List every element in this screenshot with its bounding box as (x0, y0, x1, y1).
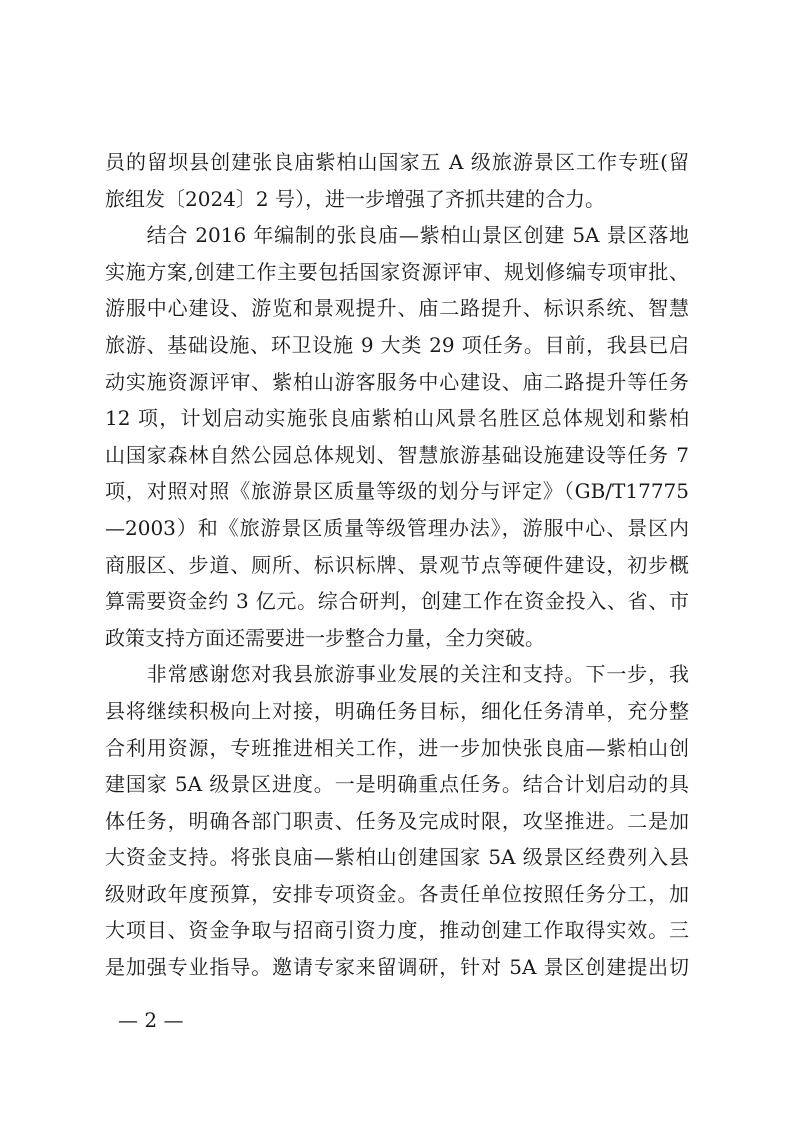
paragraph-2-line-3: 游服中心建设、游览和景观提升、庙二路提升、标识系统、智慧 (105, 296, 689, 321)
document-body (105, 144, 689, 986)
paragraph-3-line-1: 非常感谢您对我县旅游事业发展的关注和支持。下一步，我 (105, 662, 689, 687)
paragraph-1-line-1: 员的留坝县创建张良庙紫柏山国家五 A 级旅游景区工作专班(留 (105, 150, 689, 174)
paragraph-2-line-8: 项，对照对照《旅游景区质量等级的划分与评定》（GB/T17775 (105, 479, 689, 504)
paragraph-2-line-7: 山国家森林自然公园总体规划、智慧旅游基础设施建设等任务 7 (105, 442, 689, 467)
paragraph-3-line-3: 合利用资源，专班推进相关工作，进一步加快张良庙—紫柏山创 (105, 735, 689, 760)
paragraph-3-line-5: 体任务，明确各部门职责、任务及完成时限，攻坚推进。二是加 (105, 808, 689, 833)
paragraph-3-line-7: 级财政年度预算，安排专项资金。各责任单位按照任务分工，加 (105, 881, 689, 906)
paragraph-2-line-5: 动实施资源评审、紫柏山游客服务中心建设、庙二路提升等任务 (105, 369, 689, 394)
paragraph-3-line-8: 大项目、资金争取与招商引资力度，推动创建工作取得实效。三 (105, 918, 689, 943)
paragraph-3-line-9: 是加强专业指导。邀请专家来留调研，针对 5A 景区创建提出切 (105, 955, 689, 980)
paragraph-1-line-2: 旅组发〔2024〕2 号），进一步增强了齐抓共建的合力。 (105, 186, 605, 211)
paragraph-2-line-11: 算需要资金约 3 亿元。综合研判，创建工作在资金投入、省、市 (105, 589, 689, 614)
paragraph-2-line-4: 旅游、基础设施、环卫设施 9 大类 29 项任务。目前，我县已启 (105, 332, 689, 357)
paragraph-2-line-10: 商服区、步道、厕所、标识标牌、景观节点等硬件建设，初步概 (105, 552, 689, 577)
paragraph-2-line-1: 结合 2016 年编制的张良庙—紫柏山景区创建 5A 景区落地 (105, 223, 689, 248)
paragraph-2-line-2: 实施方案,创建工作主要包括国家资源评审、规划修编专项审批、 (105, 259, 689, 284)
page-number: — 2 — (118, 1008, 184, 1032)
paragraph-2-line-6: 12 项，计划启动实施张良庙紫柏山风景名胜区总体规划和紫柏 (105, 406, 689, 431)
paragraph-3-line-4: 建国家 5A 级景区进度。一是明确重点任务。结合计划启动的具 (105, 772, 689, 797)
paragraph-2-line-9: —2003）和《旅游景区质量等级管理办法》，游服中心、景区内 (105, 515, 689, 540)
paragraph-2-line-12: 政策支持方面还需要进一步整合力量，全力突破。 (105, 625, 545, 650)
paragraph-3-line-2: 县将继续积极向上对接，明确任务目标，细化任务清单，充分整 (105, 698, 689, 723)
paragraph-3-line-6: 大资金支持。将张良庙—紫柏山创建国家 5A 级景区经费列入县 (105, 845, 689, 870)
